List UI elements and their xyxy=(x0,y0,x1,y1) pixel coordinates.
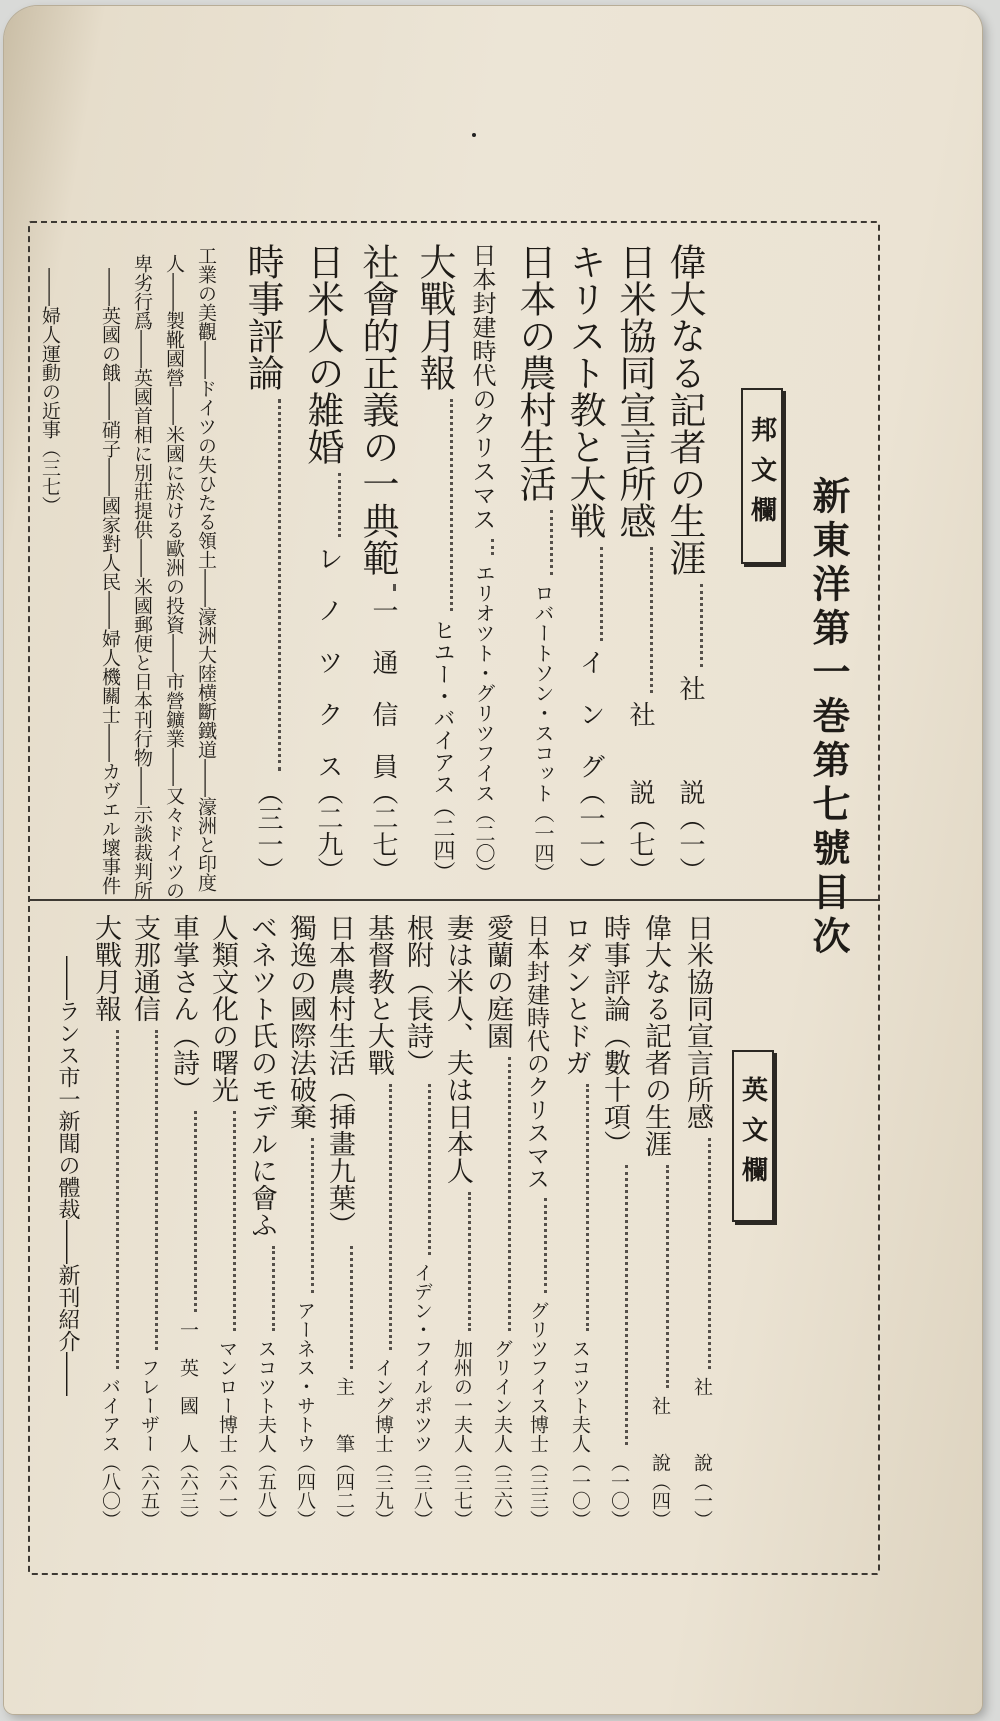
entry-title: ロダンとドガ xyxy=(560,914,591,1076)
entry-title: 愛蘭の庭園 xyxy=(482,914,513,1049)
en-entry xyxy=(209,914,236,1529)
entry-author: レ ノ ツ ク ス（二九） xyxy=(313,545,343,883)
en-entry xyxy=(287,914,314,1529)
entry-title: 支那通信 xyxy=(129,914,160,1022)
jp-entry xyxy=(470,243,494,883)
entry-author: フレーザー（六五） xyxy=(138,1358,160,1529)
entry-author: （三一） xyxy=(253,779,283,883)
entry-author: ヒユー・バイアス（二四） xyxy=(430,619,455,883)
commentary-line: ――婦人運動の近事（三七） xyxy=(39,268,61,515)
commentary-line: 人――製靴國營――米國に於ける歐洲の投資――市營鑛業――又々ドイツの xyxy=(163,254,185,900)
entry-author: グリイン夫人（三六） xyxy=(491,1339,513,1529)
en-entry xyxy=(484,914,511,1529)
entry-author: 社 説（七） xyxy=(625,701,655,883)
entry-author: 加州の一夫人（三七） xyxy=(451,1339,473,1529)
en-entry xyxy=(170,914,197,1529)
entry-title: 日米協同宣言所感 xyxy=(613,243,656,539)
entry-author: 社 說（一） xyxy=(691,1377,713,1529)
en-entry xyxy=(524,914,547,1529)
en-entry xyxy=(248,914,275,1529)
en-entry xyxy=(684,914,711,1529)
jp-entry xyxy=(513,243,556,883)
entry-title: 大戰月報 xyxy=(413,243,456,391)
page-title: 新東洋第一巻第七號目次 xyxy=(806,476,851,960)
entry-author: スコツト夫人（五八） xyxy=(255,1339,277,1529)
commentary-line: 工業の美觀――ドイツの失ひたる領土――濠洲大陸横斷鐵道――濠洲と印度 xyxy=(195,246,217,892)
entry-title: 車掌さん（詩） xyxy=(168,914,199,1103)
entry-title: 偉大なる記者の生涯 xyxy=(663,243,706,576)
entry-author: イデン・フイルポツツ（三八） xyxy=(411,1263,433,1529)
entry-title: 妻は米人、夫は日本人 xyxy=(442,914,473,1184)
entry-author: 社 說（四） xyxy=(649,1396,671,1529)
entry-title: 基督教と大戰 xyxy=(363,914,394,1076)
entry-title: 時事評論（數十項） xyxy=(599,914,630,1157)
jp-entry xyxy=(241,243,284,883)
english-section-label: 英文欄 xyxy=(732,1050,774,1222)
jp-entry xyxy=(413,243,456,883)
entry-title: キリスト教と大戦 xyxy=(563,243,606,539)
entry-author: スコツト夫人（一〇） xyxy=(569,1339,591,1529)
entry-title: 日本封建時代のクリスマス xyxy=(523,914,549,1190)
entry-title: 日米協同宣言所感 xyxy=(682,914,713,1130)
en-entry xyxy=(404,914,431,1529)
entry-author: エリオツト・グリツフイス（二〇） xyxy=(472,563,496,883)
en-entry xyxy=(642,914,669,1529)
entry-title: ベネツト氏のモデルに會ふ xyxy=(246,914,277,1238)
entry-author: 一 通 信 員（二七） xyxy=(368,597,398,883)
entry-title: 日本の農村生活 xyxy=(513,243,556,502)
section-divider xyxy=(28,899,880,901)
entry-author: （一〇） xyxy=(608,1453,630,1529)
jp-entry xyxy=(613,243,656,883)
entry-author: マンロー博士（六一） xyxy=(216,1339,238,1529)
entry-title: 時事評論 xyxy=(241,243,284,391)
last-line: ――ランス市一新聞の體裁――新刊紹介―― xyxy=(55,956,80,1396)
entry-author: グリツフイス博士（三三） xyxy=(527,1301,549,1529)
en-entry xyxy=(131,914,158,1529)
entry-title: 大戰月報 xyxy=(90,914,121,1022)
jp-entry xyxy=(301,243,344,883)
entry-title: 日米人の雑婚 xyxy=(301,243,344,465)
en-entry xyxy=(365,914,392,1529)
japanese-section-label: 邦文欄 xyxy=(741,388,783,564)
en-entry xyxy=(326,914,353,1529)
entry-author: 主 筆（四二） xyxy=(333,1377,355,1529)
en-entry xyxy=(601,914,628,1529)
entry-title: 社會的正義の一典範 xyxy=(356,243,399,576)
jp-entry xyxy=(563,243,606,883)
entry-title: 人類文化の曙光 xyxy=(207,914,238,1103)
entry-author: 社 説（一） xyxy=(675,675,705,883)
en-entry xyxy=(562,914,589,1529)
jp-entry xyxy=(663,243,706,883)
entry-title: 偉大なる記者の生涯 xyxy=(640,914,671,1157)
entry-author: ロバートソン・スコット（一四） xyxy=(531,583,555,883)
entry-author: 一 英 國 人（六三） xyxy=(177,1320,199,1529)
entry-title: 根附（長詩） xyxy=(402,914,433,1076)
jp-entry xyxy=(356,243,399,883)
entry-title: 日本封建時代のクリスマス xyxy=(468,243,496,531)
entry-author: バイアス（八〇） xyxy=(99,1377,121,1529)
commentary-line: 卑劣行爲――英國首相に別莊提供――米國郵便と日本刊行物――示談裁判所 xyxy=(131,254,153,900)
entry-title: 日本農村生活（挿畫九葉） xyxy=(324,914,355,1238)
entry-title: 獨逸の國際法破棄 xyxy=(285,914,316,1130)
entry-author: イ ン グ（一一） xyxy=(575,649,605,883)
magazine-page xyxy=(4,6,982,1714)
entry-author: イング博士（三九） xyxy=(372,1358,394,1529)
en-entry xyxy=(92,914,119,1529)
en-entry xyxy=(444,914,471,1529)
ink-dot xyxy=(472,133,476,137)
commentary-line: ――英國の餓――硝子――國家對人民――婦人機關士――カヴエル壞事件 xyxy=(99,268,121,895)
entry-author: アーネス・サトウ（四八） xyxy=(294,1301,316,1529)
